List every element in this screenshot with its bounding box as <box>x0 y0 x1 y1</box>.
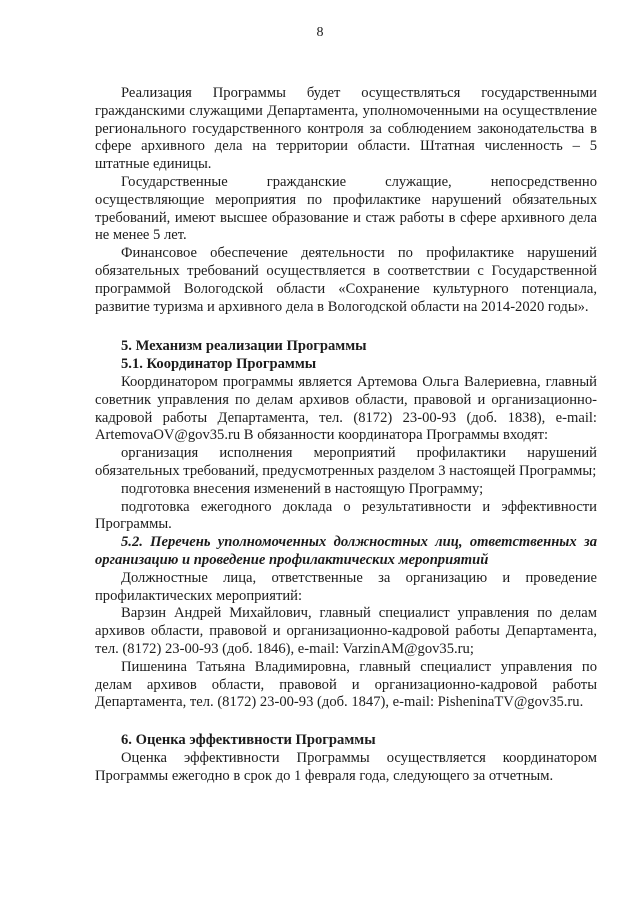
intro-paragraph-3: Финансовое обеспечение деятельности по профилактике нарушений обязательных требований осуществляется в соответствии с Государственной программой Вологодской области «Сохранение культурного потенциала, развитие туризма и архивного дела в Вологодской области на 2014-2020 годы». <box>95 245 597 315</box>
evaluation-paragraph: Оценка эффективности Программы осуществляется координатором Программы ежегодно в срок до 1 февраля года, следующего за отчетным. <box>95 749 597 784</box>
section-5-1-heading: 5.1. Координатор Программы <box>121 356 317 373</box>
spacer <box>95 712 597 732</box>
official-pishenina-paragraph: Пишенина Татьяна Владимировна, главный специалист управления по делам архивов области, правовой и организационно-кадровой работы Департамента, тел. (8172) 23-00-93 (доб. 1847), e-mail: PisheninaTV@gov35.ru. <box>95 658 597 711</box>
officials-intro-paragraph: Должностные лица, ответственные за организацию и проведение профилактических мероприятий: <box>95 569 597 604</box>
duty-item-3: подготовка ежегодного доклада о результативности и эффективности Программы. <box>95 498 597 533</box>
duty-item-2: подготовка внесения изменений в настоящую Программу; <box>121 480 484 497</box>
coordinator-paragraph: Координатором программы является Артемова Ольга Валериевна, главный советник управления по делам архивов области, правовой и организационно-кадровой работы Департамента, тел. (8172) 23-00-93 (доб. 1838), e-mail: ArtemovaOV@gov35.ru В обязанности координатора Программы входят: <box>95 373 597 444</box>
intro-paragraph-2: Государственные гражданские служащие, непосредственно осуществляющие мероприятия по профилактике нарушений обязательных требований, имеют высшее образование и стаж работы в сфере архивного дела не менее 5 лет. <box>95 173 597 244</box>
official-varzin-paragraph: Варзин Андрей Михайлович, главный специалист управления по делам архивов области, правовой и организационно-кадровой работы Департамента, тел. (8172) 23-00-93 (доб. 1846), e-mail: VarzinAM@gov35.ru; <box>95 605 597 657</box>
intro-paragraph-1: Реализация Программы будет осуществляться государственными гражданскими служащими Департамента, уполномоченными на осуществление регионального государственного контроля за соблюдением законодательства в сфере архивного дела на территории области. Штатная численность – 5 штатные единицы. <box>95 85 597 173</box>
duty-item-1: организация исполнения мероприятий профилактики нарушений обязательных требований, предусмотренных разделом 3 настоящей Программы; <box>95 445 597 479</box>
section-5-heading: 5. Механизм реализации Программы <box>121 338 367 355</box>
section-6-heading: 6. Оценка эффективности Программы <box>121 732 376 749</box>
spacer <box>95 316 597 338</box>
section-5-2-heading: 5.2. Перечень уполномоченных должностных лиц, ответственных за организацию и проведение профилактических мероприятий <box>95 534 597 568</box>
page-number: 8 <box>316 25 324 40</box>
